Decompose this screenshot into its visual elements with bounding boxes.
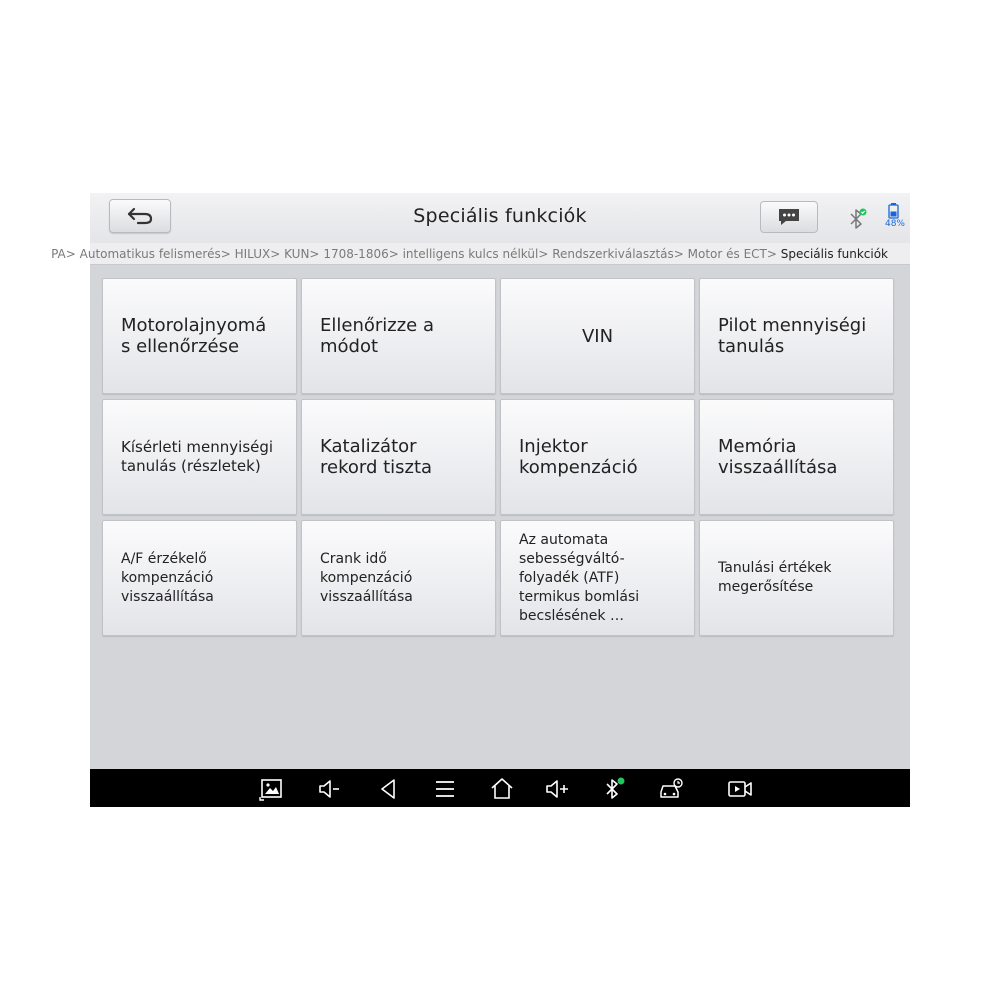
function-tile-check-mode[interactable] (301, 278, 496, 394)
function-label: Az automata sebességváltó- folyadék (ATF) termikus bomlási becslésének … (519, 531, 640, 624)
function-tile-crank-time-compensation-reset[interactable] (301, 520, 496, 636)
vehicle-diagnostic-icon[interactable] (658, 776, 684, 802)
function-tile-oil-pressure-check[interactable] (102, 278, 297, 394)
menu-icon[interactable] (432, 776, 458, 802)
breadcrumb-item[interactable]: PA> (51, 247, 76, 261)
battery-icon (882, 203, 906, 219)
function-label: Pilot mennyiségi tanulás (718, 315, 867, 357)
breadcrumb (51, 243, 910, 265)
back-button[interactable] (109, 199, 171, 233)
breadcrumb-item[interactable]: HILUX> (230, 247, 281, 261)
bluetooth-status-icon (848, 208, 868, 230)
system-navigation-bar (90, 769, 910, 807)
breadcrumb-item[interactable]: Rendszerkiválasztás> (548, 247, 684, 261)
function-tile-atf-thermal-degradation-estimate[interactable] (500, 520, 695, 636)
function-label: Motorolajnyomá s ellenőrzése (121, 315, 267, 357)
function-tile-pilot-quantity-learning[interactable] (699, 278, 894, 394)
back-arrow-icon (125, 206, 155, 226)
function-grid (102, 278, 898, 636)
function-tile-af-sensor-compensation-reset[interactable] (102, 520, 297, 636)
battery-percent: 48% (884, 219, 905, 229)
function-label: Crank idő kompenzáció visszaállítása (320, 550, 413, 605)
function-label: Memória visszaállítása (718, 436, 838, 478)
function-tile-catalyst-record-clear[interactable] (301, 399, 496, 515)
function-label: VIN (581, 325, 614, 347)
volume-down-icon[interactable] (317, 776, 343, 802)
breadcrumb-item[interactable]: Automatikus felismerés> (75, 247, 231, 261)
breadcrumb-item[interactable]: intelligens kulcs nélkül> (398, 247, 549, 261)
function-tile-injector-compensation[interactable] (500, 399, 695, 515)
screen-record-icon[interactable] (727, 776, 753, 802)
function-tile-vin[interactable] (500, 278, 695, 394)
function-label: Injektor kompenzáció (519, 436, 638, 478)
function-label: Katalizátor rekord tiszta (320, 436, 433, 478)
function-tile-pilot-quantity-learning-details[interactable] (102, 399, 297, 515)
function-label: Kísérleti mennyiségi tanulás (részletek) (121, 438, 274, 475)
breadcrumb-item[interactable]: 1708-1806> (319, 247, 399, 261)
page-title: Speciális funkciók (413, 205, 587, 227)
breadcrumb-current: Speciális funkciók (776, 247, 888, 261)
home-icon[interactable] (489, 776, 515, 802)
message-button[interactable] (760, 201, 818, 233)
function-label: Tanulási értékek megerősítése (718, 560, 832, 595)
chat-icon (777, 207, 801, 227)
breadcrumb-item[interactable]: Motor és ECT> (683, 247, 777, 261)
battery-indicator (882, 203, 906, 235)
top-bar (90, 193, 910, 243)
bluetooth-icon[interactable] (601, 776, 627, 802)
function-label: Ellenőrizze a módot (320, 315, 434, 357)
back-triangle-icon[interactable] (376, 776, 402, 802)
function-tile-learning-values-confirmation[interactable] (699, 520, 894, 636)
app-screen (51, 193, 910, 807)
function-tile-memory-reset[interactable] (699, 399, 894, 515)
breadcrumb-item[interactable]: KUN> (280, 247, 320, 261)
volume-up-icon[interactable] (545, 776, 571, 802)
function-label: A/F érzékelő kompenzáció visszaállítása (121, 550, 214, 605)
screenshot-icon[interactable] (259, 776, 285, 802)
